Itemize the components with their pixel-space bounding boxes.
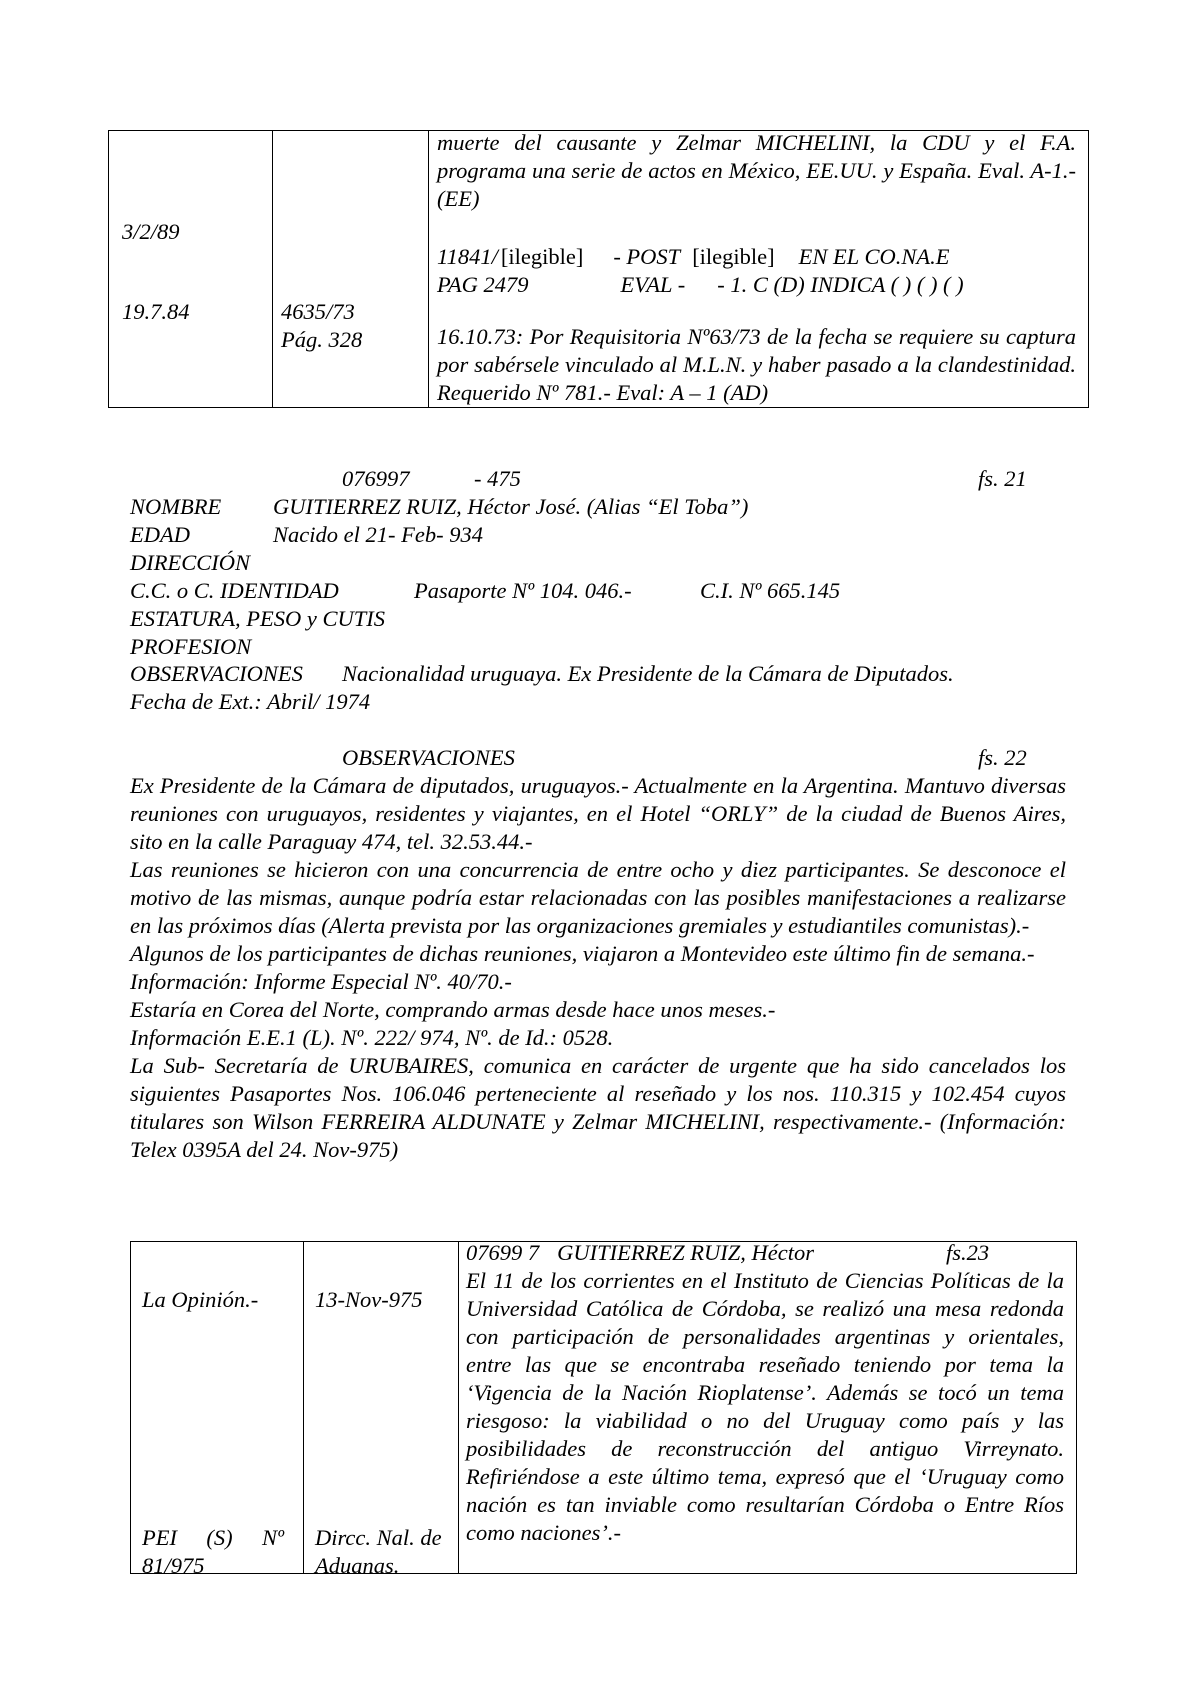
entry-paragraph: muerte del causante y Zelmar MICHELINI, la CDU y el F.A. programa una serie de actos en México, EE.UU. y España. Eval. A-1.- (EE) (437, 130, 1076, 211)
folio-number: fs. 22 (978, 745, 1027, 770)
field-value-pasaporte: Pasaporte Nº 104. 046.- (414, 578, 632, 603)
entry-header (466, 1239, 989, 1267)
observation-paragraph: Información: Informe Especial Nº. 40/70.- (130, 969, 512, 994)
record-code: 07699 7 (466, 1240, 540, 1265)
record-name: GUITIERREZ RUIZ, Héctor (557, 1240, 814, 1265)
record-table-top (108, 130, 1089, 408)
observation-paragraph: Ex Presidente de la Cámara de diputados, uruguayos.- Actualmente en la Argentina. Mantuvo diversas reuniones con uruguayos, residentes y viajantes, en el Hotel “ORLY” de la ciudad de Buenos Aires, sito en la calle Paraguay 474, tel. 32.53.44.- (130, 773, 1066, 854)
date-column (304, 1242, 459, 1578)
field-label-edad: EDAD (130, 522, 190, 547)
field-value-edad: Nacido el 21- Feb- 934 (273, 522, 483, 547)
entry-paragraph: 16.10.73: Por Requisitoria Nº63/73 de la fecha se requiere su captura por sabérsele vinculado al M.L.N. y haber pasado a la clandestinidad. Requerido Nº 781.- Eval: A – 1 (AD) (437, 324, 1076, 405)
source-entry: PEI (S) Nº 81/975 (142, 1525, 284, 1578)
observation-paragraph: Las reuniones se hicieron con una concurrencia de entre ocho y diez participantes. Se desconoce el motivo de las mismas, aunque podría estar relacionadas con las posibles manifestaciones a realizarse en las próximos días (Alerta prevista por las organizaciones gremiales y estudiantiles comunistas).- (130, 857, 1066, 938)
source-entry: La Opinión.- (142, 1287, 259, 1312)
entry-paragraph: El 11 de los corrientes en el Instituto de Ciencias Políticas de la Universidad Católica de Córdoba, se realizó una mesa redonda con participación de personalidades argentinas y orientales, entre las que se encontraba reseñado teniendo por tema la ‘Vigencia de la Nación Rioplatense’. Además se tocó un tema riesgoso: la viabilidad o no del Uruguay como país y las posibilidades de reconstrucción del antiguo Virreynato. Refiriéndose a este último tema, expresó que el ‘Uruguay como nación es tan inviable como resultarían Córdoba o Entre Ríos como naciones’.- (466, 1268, 1064, 1545)
field-label-profesion: PROFESION (130, 634, 252, 659)
date-entry: 13-Nov-975 (315, 1287, 423, 1312)
entry-line: 11841/ [ilegible] - POST [ilegible] EN EL CO.NA.E (437, 244, 950, 269)
field-label-estatura: ESTATURA, PESO y CUTIS (130, 606, 385, 631)
date-column (109, 131, 273, 408)
record-table-bottom (130, 1240, 1077, 1578)
entry-line: PAG 2479 EVAL - - 1. C (D) INDICA ( ) ( ) ( ) (437, 272, 964, 297)
source-column (131, 1242, 304, 1578)
reference-page: Pág. 328 (281, 327, 363, 352)
entry-text-column (429, 131, 1089, 408)
folio-number: fs.23 (945, 1240, 990, 1265)
source-entry: Dircc. Nal. de Aduanas. (315, 1525, 442, 1578)
observation-paragraph: Estaría en Corea del Norte, comprando armas desde hace unos meses.- (130, 997, 776, 1022)
reference-column (273, 131, 429, 408)
field-label-direccion: DIRECCIÓN (130, 550, 250, 575)
field-value-ci: C.I. Nº 665.145 (700, 578, 841, 603)
entry-text-column (459, 1242, 1077, 1574)
reference-number: 4635/73 (281, 299, 355, 324)
field-fecha-ext: Fecha de Ext.: Abril/ 1974 (130, 689, 371, 714)
field-label-nombre: NOMBRE (130, 494, 222, 519)
field-label-identidad: C.C. o C. IDENTIDAD (130, 578, 339, 603)
date-entry: 3/2/89 (122, 219, 180, 244)
field-label-observaciones: OBSERVACIONES (130, 661, 303, 686)
folio-number: fs. 21 (978, 466, 1027, 491)
observation-paragraph: Información E.E.1 (L). Nº. 222/ 974, Nº. de Id.: 0528. (130, 1025, 614, 1050)
observation-paragraph: La Sub- Secretaría de URUBAIRES, comunica en carácter de urgente que ha sido cancelados los siguientes Pasaportes Nos. 106.046 perteneciente al reseñado y los nos. 110.315 y 102.454 cuyos titulares son Wilson FERREIRA ALDUNATE y Zelmar MICHELINI, respectivamente.- (Información: Telex 0395A del 24. Nov-975) (130, 1053, 1066, 1162)
date-entry: 19.7.84 (122, 299, 190, 324)
field-value-observaciones: Nacionalidad uruguaya. Ex Presidente de la Cámara de Diputados. (342, 661, 954, 686)
observaciones-body (130, 772, 1066, 1164)
record-code-suffix: - 475 (474, 466, 521, 491)
observation-paragraph: Algunos de los participantes de dichas reuniones, viajaron a Montevideo este último fin de semana.- (130, 941, 1035, 966)
section-heading: OBSERVACIONES (342, 745, 515, 770)
field-value-nombre: GUITIERREZ RUIZ, Héctor José. (Alias “El Toba”) (273, 494, 749, 519)
record-code: 076997 (342, 466, 410, 491)
